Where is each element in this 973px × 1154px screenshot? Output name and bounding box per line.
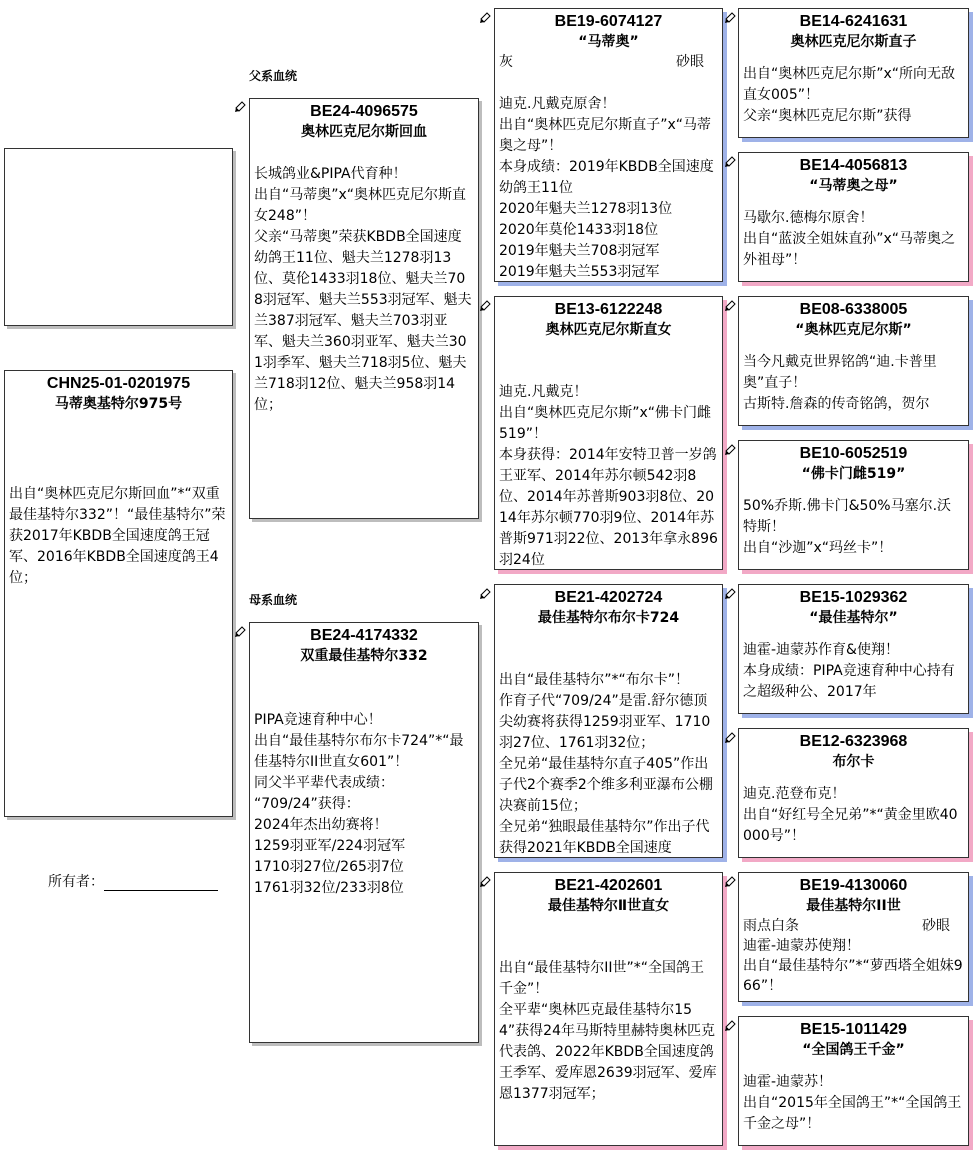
- ddd-ring-number: BE15-1011429: [800, 1021, 907, 1038]
- subject-description: 出自“奥林匹克尼尔斯回血”*“双重最佳基特尔332”！“最佳基特尔”荣获2017年KBDB全国速度鸽王冠军、2016年KBDB全国速度鸽王4位；: [9, 486, 226, 586]
- sire-card[interactable]: [249, 98, 479, 519]
- pencil-icon[interactable]: [724, 442, 738, 456]
- ds-description: 出自“最佳基特尔”*“布尔卡”！ 作育子代“709/24”是雷.舒尔德顶尖幼赛将获得1259羽亚军、1710羽27位、1761羽32位； 全兄弟“最佳基特尔直子405”作出子代2个赛季2个维多利亚瀑布公棚决赛前15位； 全兄弟“独眼最佳基特尔”作出子代获得2021年KBDB全国速度: [499, 672, 713, 856]
- owner-line: [48, 871, 218, 891]
- pencil-icon[interactable]: [724, 10, 738, 24]
- dss-card[interactable]: [738, 584, 969, 714]
- dds-description: 迪霍-迪蒙苏使翔！ 出自“最佳基特尔”*“萝西塔全姐妹966”！: [743, 938, 963, 994]
- sdd-ring-number: BE10-6052519: [799, 445, 908, 462]
- sss-description: 出自“奥林匹克尼尔斯”x“所向无敌直女005”！ 父亲“奥林匹克尼尔斯”获得: [743, 66, 956, 124]
- sire-name: 奥林匹克尼尔斯回血: [301, 124, 427, 140]
- dsd-name: 布尔卡: [832, 754, 875, 770]
- dam-ring-number: BE24-4174332: [310, 627, 418, 644]
- sd-description: 迪克.凡戴克！ 出自“奥林匹克尼尔斯”x“佛卡门雌519”！ 本身获得：2014年安特卫普一岁鸽王亚军、2014年苏尔顿542羽8位、2014年苏普斯903羽8位、2014年苏尔顿770羽9位、2014年苏普斯971羽22位、2013年拿永896羽24位: [499, 384, 718, 568]
- dds-eye: 砂眼: [922, 918, 950, 934]
- ssd-ring-number: BE14-4056813: [799, 157, 908, 174]
- subject-name: 马蒂奥基特尔975号: [54, 396, 183, 412]
- ss-eye: 砂眼: [676, 54, 704, 70]
- dds-color: 雨点白条: [743, 918, 799, 934]
- sds-card[interactable]: [738, 296, 969, 426]
- pencil-icon[interactable]: [724, 1018, 738, 1032]
- sd-name: 奥林匹克尼尔斯直女: [545, 322, 672, 338]
- ss-description: 迪克.凡戴克原舍！ 出自“奥林匹克尼尔斯直子”x“马蒂奥之母”！ 本身成绩：2019年KBDB全国速度幼鸽王11位 2020年魁夫兰1278羽13位 2020年莫伦1433羽18位 2019年魁夫兰708羽冠军 2019年魁夫兰553羽冠军: [499, 96, 714, 280]
- pencil-icon[interactable]: [724, 154, 738, 168]
- sire-ring-number: BE24-4096575: [310, 103, 418, 120]
- pencil-icon[interactable]: [479, 586, 493, 600]
- ds-name: 最佳基特尔布尔卡724: [537, 610, 680, 626]
- dds-card[interactable]: [738, 872, 969, 1002]
- owner-label: 所有者：: [48, 874, 104, 890]
- ssd-card[interactable]: [738, 152, 969, 282]
- sss-ring-number: BE14-6241631: [799, 13, 908, 30]
- sire-description: 长城鸽业&PIPA代育种！ 出自“马蒂奥”x“奥林匹克尼尔斯直女248”！ 父亲“马蒂奥”荣获KBDB全国速度幼鸽王11位、魁夫兰1278羽13位、莫伦1433羽18位、魁夫兰708羽冠军、魁夫兰553羽冠军、魁夫兰387羽冠军、魁夫兰703羽亚军、魁夫兰360羽亚军、魁夫兰301羽季军、魁夫兰718羽5位、魁夫兰718羽12位、魁夫兰958羽14位；: [254, 166, 472, 413]
- ss-name: “马蒂奥”: [578, 34, 639, 50]
- dd-name: 最佳基特尔Ⅱ世直女: [547, 898, 670, 914]
- dss-ring-number: BE15-1029362: [799, 589, 908, 606]
- dam-dam-card[interactable]: [494, 872, 723, 1146]
- dds-name: 最佳基特尔II世: [806, 898, 901, 914]
- sire-sire-card[interactable]: [494, 8, 723, 282]
- ddd-name: “全国鸽王千金”: [802, 1042, 905, 1058]
- dd-description: 出自“最佳基特尔II世”*“全国鸽王千金”！ 全平辈“奥林匹克最佳基特尔154”获得24年马斯特里赫特奥林匹克代表鸽、2022年KBDB全国速度鸽王季军、爱库恩2639羽冠军、爱库恩1377羽冠军；: [499, 960, 717, 1102]
- dam-sire-card[interactable]: [494, 584, 723, 858]
- pencil-icon[interactable]: [479, 874, 493, 888]
- ss-ring-number: BE19-6074127: [554, 13, 663, 30]
- subject-ring-number: CHN25-01-0201975: [46, 375, 191, 392]
- dsd-card[interactable]: [738, 728, 969, 858]
- sds-description: 当今凡戴克世界铭鸽“迪.卡普里奥”直子！ 古斯特.詹森的传奇铭鸽，贺尔: [743, 354, 937, 412]
- sds-name: “奥林匹克尼尔斯”: [795, 322, 912, 338]
- pencil-icon[interactable]: [724, 298, 738, 312]
- dam-description: PIPA竞速育种中心！ 出自“最佳基特尔布尔卡724”*“最佳基特尔II世直女601”！ 同父半平辈代表成绩： “709/24”获得： 2024年杰出幼赛将！ 1259羽亚军/224羽冠军 1710羽27位/265羽7位 1761羽32位/233羽8位: [254, 712, 464, 896]
- pencil-icon[interactable]: [479, 10, 493, 24]
- ddd-card[interactable]: [738, 1016, 969, 1146]
- pencil-icon[interactable]: [479, 298, 493, 312]
- sds-ring-number: BE08-6338005: [799, 301, 908, 318]
- ddd-description: 迪霍-迪蒙苏！ 出自“2015年全国鸽王”*“全国鸽王千金之母”！: [743, 1074, 962, 1132]
- ds-ring-number: BE21-4202724: [554, 589, 663, 606]
- dsd-description: 迪克.范登布克！ 出自“好红号全兄弟”*“黄金里欧40000号”！: [743, 786, 958, 844]
- sdd-card[interactable]: [738, 440, 969, 570]
- sire-line-label: 父系血统: [249, 69, 298, 83]
- dss-name: “最佳基特尔”: [809, 610, 898, 626]
- ss-color: 灰: [499, 54, 513, 70]
- dss-description: 迪霍-迪蒙苏作育&使翔！ 本身成绩：PIPA竞速育种中心持有之超级种公、2017年: [743, 642, 955, 700]
- sdd-description: 50%乔斯.佛卡门&50%马塞尔.沃特斯！ 出自“沙迦”x“玛丝卡”！: [743, 498, 952, 556]
- dds-color-eye: [739, 916, 968, 936]
- ssd-name: “马蒂奥之母”: [809, 178, 898, 194]
- dd-ring-number: BE21-4202601: [554, 877, 663, 894]
- pencil-icon[interactable]: [724, 874, 738, 888]
- sire-dam-card[interactable]: [494, 296, 723, 570]
- photo-placeholder: [4, 148, 233, 326]
- pencil-icon[interactable]: [724, 730, 738, 744]
- sss-name: 奥林匹克尼尔斯直子: [790, 34, 917, 50]
- dam-name: 双重最佳基特尔332: [300, 648, 428, 664]
- ssd-description: 马歇尔.德梅尔原舍！ 出自“蓝波全姐妹直孙”x“马蒂奥之外祖母”！: [743, 210, 956, 268]
- dam-card[interactable]: [249, 622, 479, 1043]
- sdd-name: “佛卡门雌519”: [801, 466, 906, 482]
- sd-ring-number: BE13-6122248: [554, 301, 663, 318]
- pencil-icon[interactable]: [234, 624, 248, 638]
- dsd-ring-number: BE12-6323968: [799, 733, 908, 750]
- owner-signature-line[interactable]: [104, 874, 218, 891]
- dam-line-label: 母系血统: [249, 593, 298, 607]
- subject-card[interactable]: [4, 370, 233, 817]
- pencil-icon[interactable]: [234, 99, 248, 113]
- ss-color-eye: [495, 52, 722, 73]
- sss-card[interactable]: [738, 8, 969, 138]
- dds-ring-number: BE19-4130060: [799, 877, 908, 894]
- pencil-icon[interactable]: [724, 586, 738, 600]
